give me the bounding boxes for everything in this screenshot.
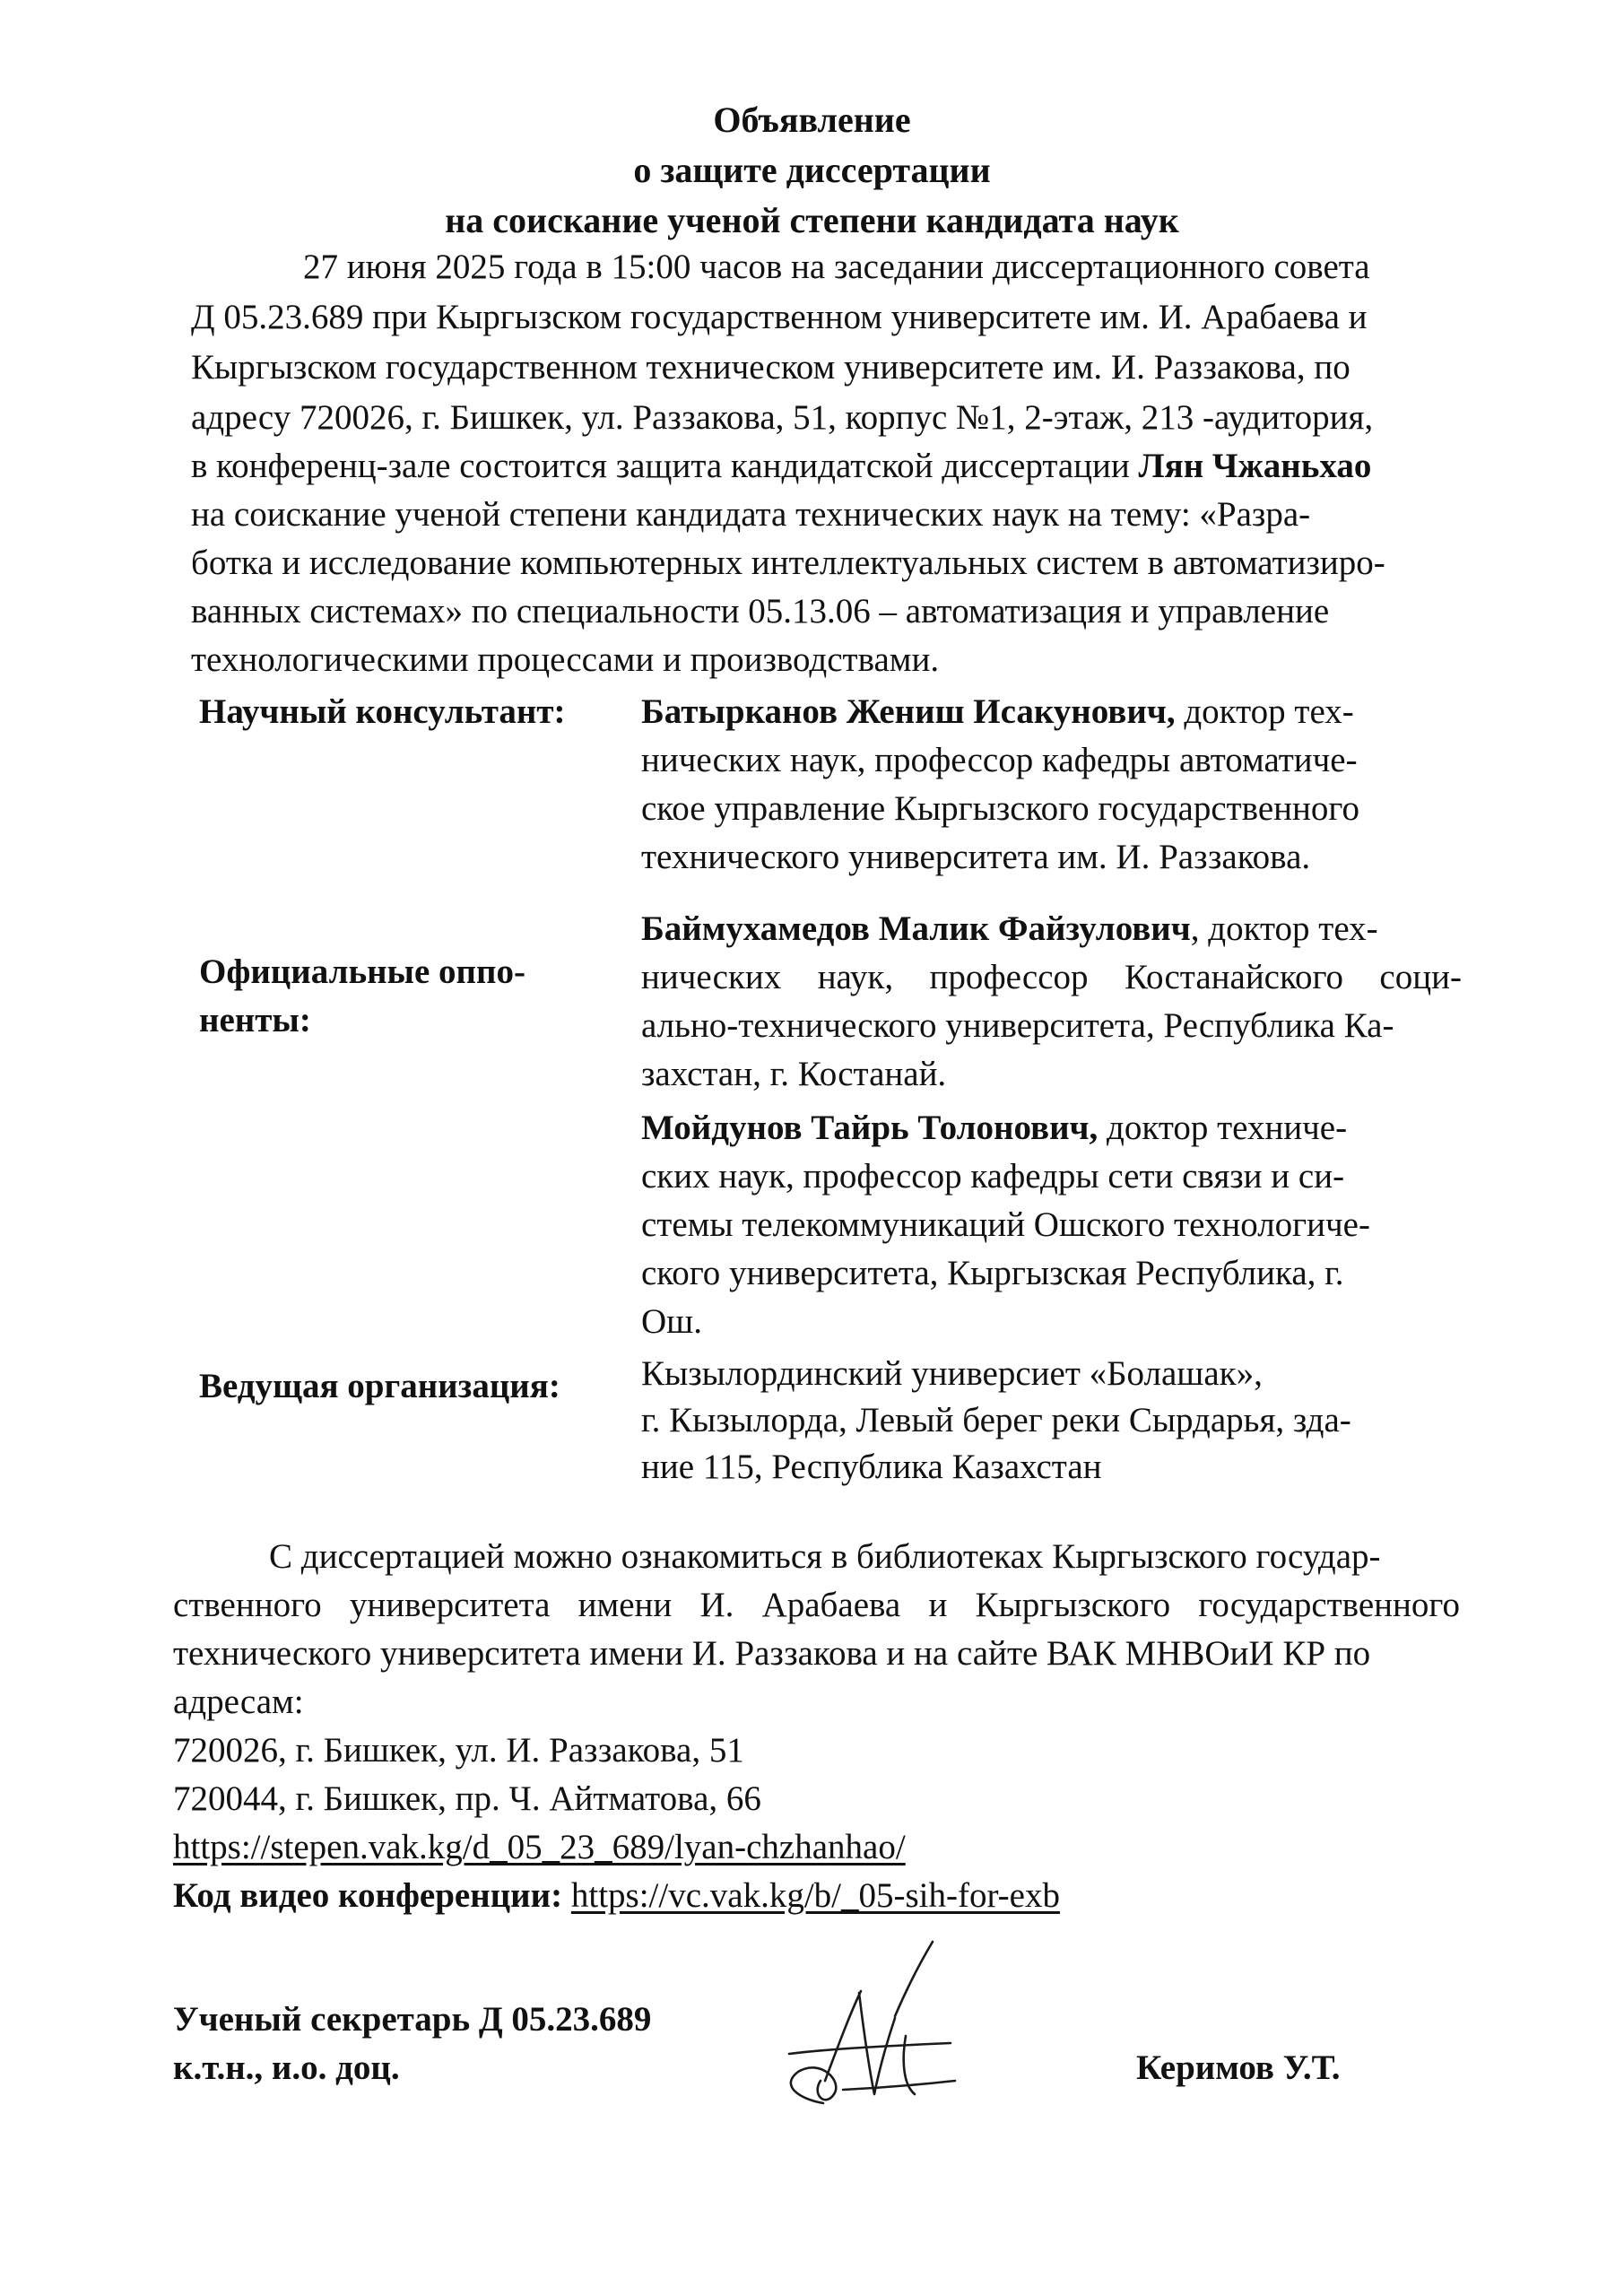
consultant-label: Научный консультант: — [199, 692, 566, 731]
opponent-2-line: ских наук, профессор кафедры сети связи и си- — [641, 1157, 1345, 1196]
intro-line: 27 июня 2025 года в 15:00 часов на заседании диссертационного совета — [303, 248, 1370, 286]
opponent-2-line — [641, 1105, 1347, 1152]
consultant-name: Батырканов Жениш Исакунович, — [641, 692, 1176, 731]
secretary-title: к.т.н., и.о. доц. — [173, 2048, 400, 2087]
opponent-1-line: захстан, г. Костанай. — [641, 1055, 947, 1093]
intro-line: Кыргызском государственном техническом университете им. И. Раззакова, по — [191, 348, 1350, 387]
library-line: С диссертацией можно ознакомиться в библиотеках Кыргызского государ- — [269, 1537, 1381, 1576]
video-conference-link[interactable]: https://vc.vak.kg/b/_05-sih-for-exb — [570, 1876, 1060, 1915]
intro-line: Д 05.23.689 при Кыргызском государственном университете им. И. Арабаева и — [191, 298, 1368, 336]
candidate-name: Лян Чжаньхао — [1138, 447, 1372, 485]
secretary-name: Керимов У.Т. — [1136, 2048, 1341, 2087]
dissertation-link[interactable]: https://stepen.vak.kg/d_05_23_689/lyan-chzhanhao/ — [173, 1828, 906, 1866]
secretary-role: Ученый секретарь Д 05.23.689 — [173, 2000, 652, 2039]
intro-line: на соискание ученой степени кандидата технических наук на тему: «Разра- — [191, 495, 1311, 534]
opponents-label: Официальные оппо- — [199, 952, 525, 991]
title-line-1: Объявление — [713, 100, 911, 140]
dissertation-url-line — [173, 1824, 906, 1871]
opponent-1-line: нических наук, профессор Костанайского соци- — [641, 958, 1462, 996]
consultant-line: технического университета им. И. Раззакова. — [641, 838, 1311, 876]
consultant-text: доктор тех- — [1175, 692, 1354, 731]
opponent-1-text: , доктор тех- — [1190, 909, 1378, 948]
leading-org-label: Ведущая организация: — [199, 1367, 560, 1405]
opponent-1-name: Баймухамедов Малик Файзулович — [641, 909, 1191, 948]
consultant-line: ское управление Кыргызского государственного — [641, 789, 1359, 828]
leading-org-line: Кызылординский универсиет «Болашак», — [641, 1354, 1263, 1393]
opponent-2-line: ского университета, Кыргызская Республика, г. — [641, 1254, 1344, 1292]
opponent-2-text: доктор техниче- — [1098, 1109, 1348, 1147]
intro-line: адресу 720026, г. Бишкек, ул. Раззакова, 51, корпус №1, 2-этаж, 213 -аудитория, — [191, 398, 1374, 437]
handwritten-signature — [735, 1937, 968, 2117]
intro-line — [191, 443, 1371, 490]
title-line-2: о защите диссертации — [633, 150, 991, 190]
address-line: 720026, г. Бишкек, ул. И. Раззакова, 51 — [173, 1731, 744, 1770]
video-conference-label: Код видео конференции: — [173, 1876, 563, 1915]
intro-line: ботка и исследование компьютерных интеллектуальных систем в автоматизиро- — [191, 544, 1385, 582]
intro-line: ванных системах» по специальности 05.13.06 – автоматизация и управление — [191, 592, 1330, 631]
library-line: адресам: — [173, 1683, 304, 1721]
consultant-line — [641, 689, 1354, 735]
consultant-line: нических наук, профессор кафедры автоматиче- — [641, 741, 1358, 779]
opponents-label: ненты: — [199, 1001, 311, 1039]
leading-org-line: ние 115, Республика Казахстан — [641, 1448, 1102, 1486]
leading-org-line: г. Кызылорда, Левый берег реки Сырдарья, зда- — [641, 1401, 1351, 1439]
address-line: 720044, г. Бишкек, пр. Ч. Айтматова, 66 — [173, 1779, 761, 1818]
opponent-2-name: Мойдунов Тайрь Толонович, — [641, 1109, 1099, 1147]
opponent-1-line: ально-технического университета, Республика Ка- — [641, 1006, 1394, 1045]
title-line-3: на соискание ученой степени кандидата наук — [445, 200, 1179, 240]
video-conference-line — [173, 1873, 1060, 1919]
intro-line: технологическими процессами и производствами. — [191, 640, 940, 679]
opponent-2-line: стемы телекоммуникаций Ошского технологиче- — [641, 1205, 1370, 1244]
library-line: технического университета имени И. Раззакова и на сайте ВАК МНВОиИ КР по — [173, 1634, 1371, 1673]
opponent-1-line — [641, 906, 1378, 952]
intro-text: в конференц-зале состоится защита кандидатской диссертации — [191, 447, 1139, 485]
opponent-2-line: Ош. — [641, 1302, 702, 1341]
library-line: ственного университета имени И. Арабаева и Кыргызского государственного — [173, 1586, 1460, 1624]
